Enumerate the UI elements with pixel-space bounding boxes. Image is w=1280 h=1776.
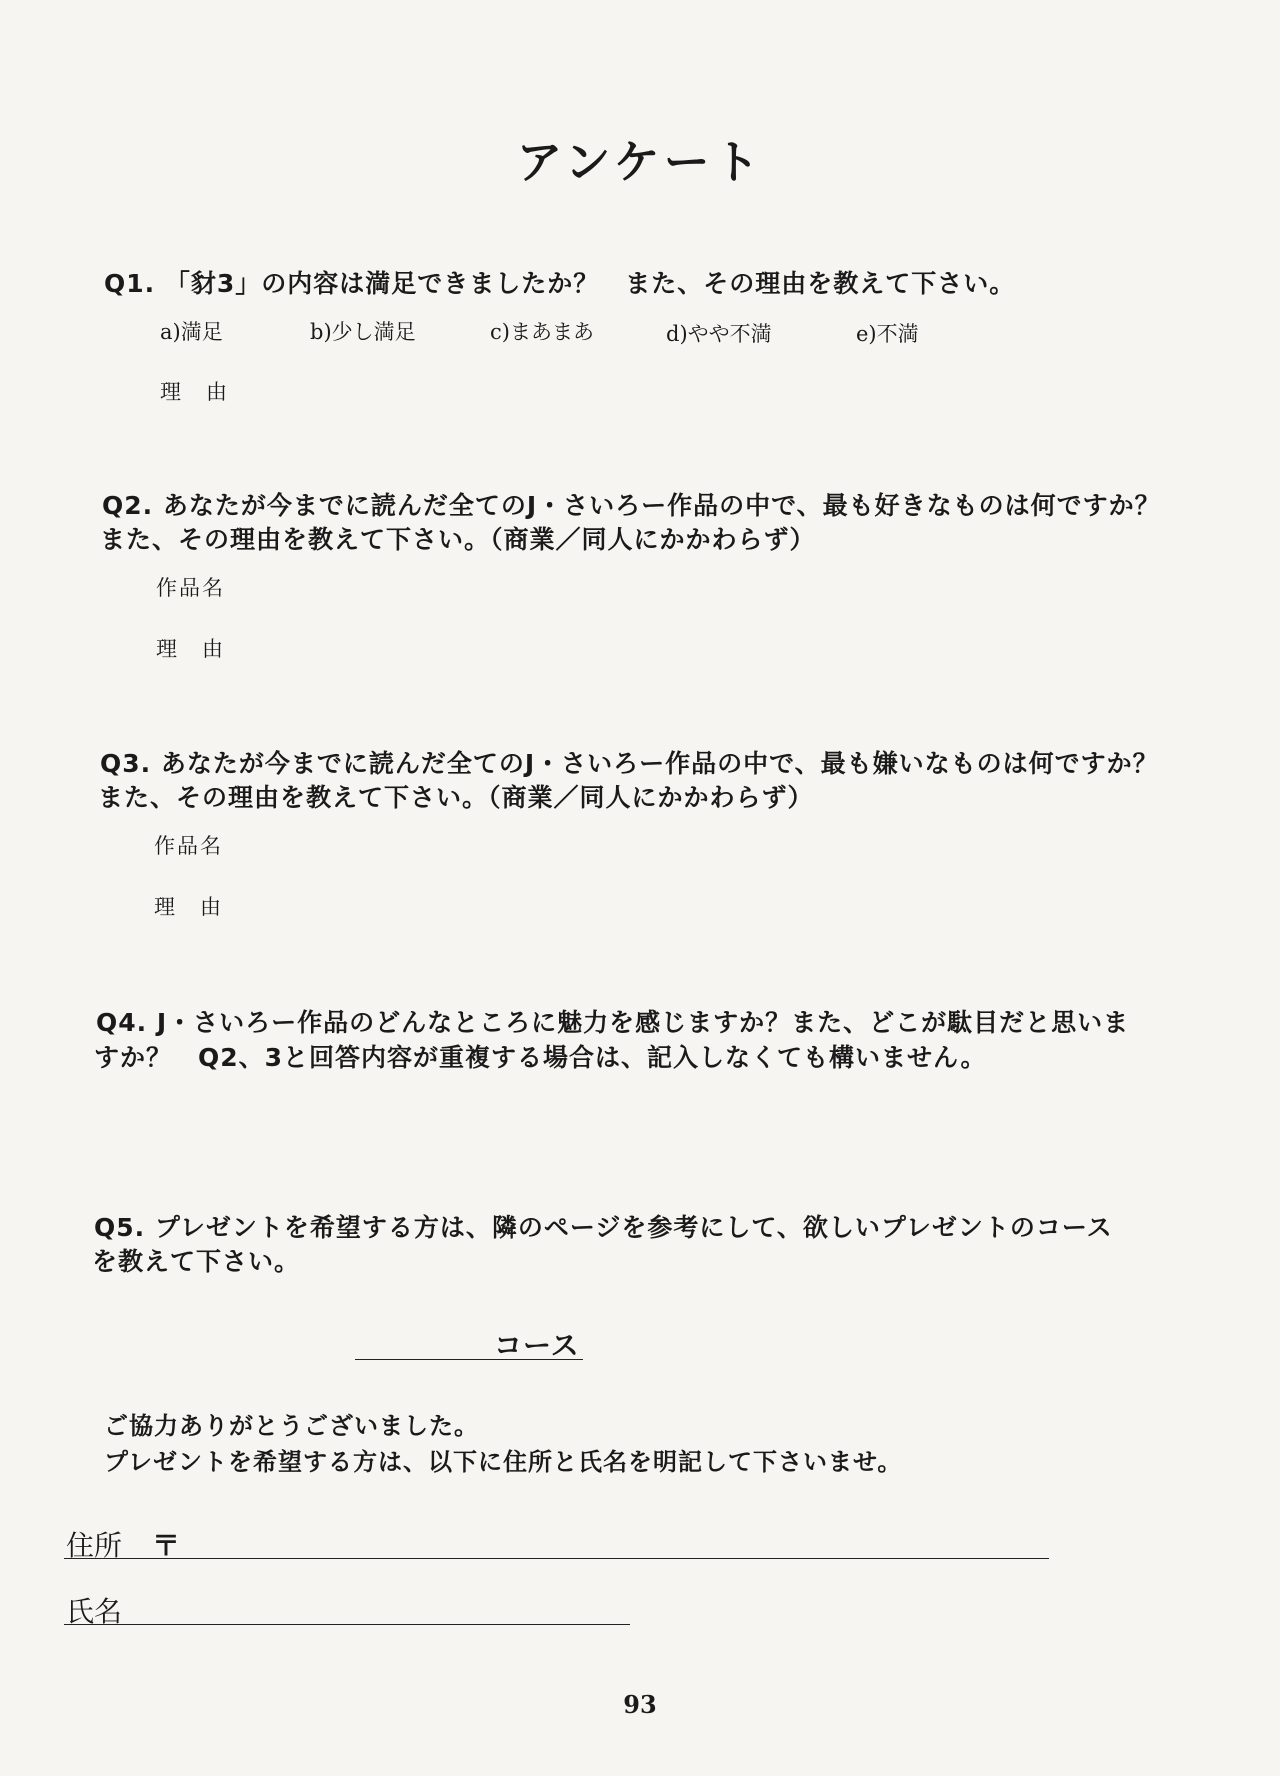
page-title: アンケート xyxy=(516,135,764,189)
question-3-line-2: また、その理由を教えて下さい。（商業／同人にかかわらず） xyxy=(98,783,814,812)
question-2-line-2: また、その理由を教えて下さい。（商業／同人にかかわらず） xyxy=(100,525,816,554)
course-underline[interactable] xyxy=(355,1359,583,1360)
q1-reason-label: 理 由 xyxy=(160,380,229,404)
address-label: 住所 xyxy=(66,1529,123,1562)
q1-option-d[interactable]: d)やや不満 xyxy=(666,322,772,346)
q3-reason-label: 理 由 xyxy=(154,895,223,919)
question-4-line-1: Q4. J・さいろー作品のどんなところに魅力を感じますか？また、どこが駄目だと思いま xyxy=(96,1008,1130,1037)
question-4-line-2: すか？ Q2、3と回答内容が重複する場合は、記入しなくても構いません。 xyxy=(94,1043,987,1072)
page-number: 93 xyxy=(623,1690,657,1719)
q3-title-label: 作品名 xyxy=(154,834,223,858)
question-3-line-1: Q3. あなたが今までに読んだ全てのJ・さいろー作品の中で、最も嫌いなものは何ですか？ xyxy=(100,749,1159,778)
address-field[interactable] xyxy=(64,1558,1049,1559)
q1-option-e[interactable]: e)不満 xyxy=(856,322,919,346)
thanks-line: ご協力ありがとうございました。 xyxy=(104,1412,479,1440)
question-5-line-2: を教えて下さい。 xyxy=(92,1247,301,1276)
q2-title-label: 作品名 xyxy=(156,576,225,600)
request-line: プレゼントを希望する方は、以下に住所と氏名を明記して下さいませ。 xyxy=(104,1448,903,1476)
question-1: Q1. 「豺3」の内容は満足できましたか？ また、その理由を教えて下さい。 xyxy=(104,269,1016,298)
q2-reason-label: 理 由 xyxy=(156,637,225,661)
name-field[interactable] xyxy=(64,1624,630,1625)
q1-option-b[interactable]: b)少し満足 xyxy=(310,320,416,344)
name-label: 氏名 xyxy=(66,1595,123,1628)
course-label: コース xyxy=(494,1329,580,1362)
postal-mark: 〒 xyxy=(152,1529,181,1562)
question-2-line-1: Q2. あなたが今までに読んだ全てのJ・さいろー作品の中で、最も好きなものは何ですか？ xyxy=(102,491,1161,520)
q1-option-a[interactable]: a)満足 xyxy=(160,320,223,344)
q1-option-c[interactable]: c)まあまあ xyxy=(490,320,594,344)
question-5-line-1: Q5. プレゼントを希望する方は、隣のページを参考にして、欲しいプレゼントのコース xyxy=(94,1213,1113,1242)
